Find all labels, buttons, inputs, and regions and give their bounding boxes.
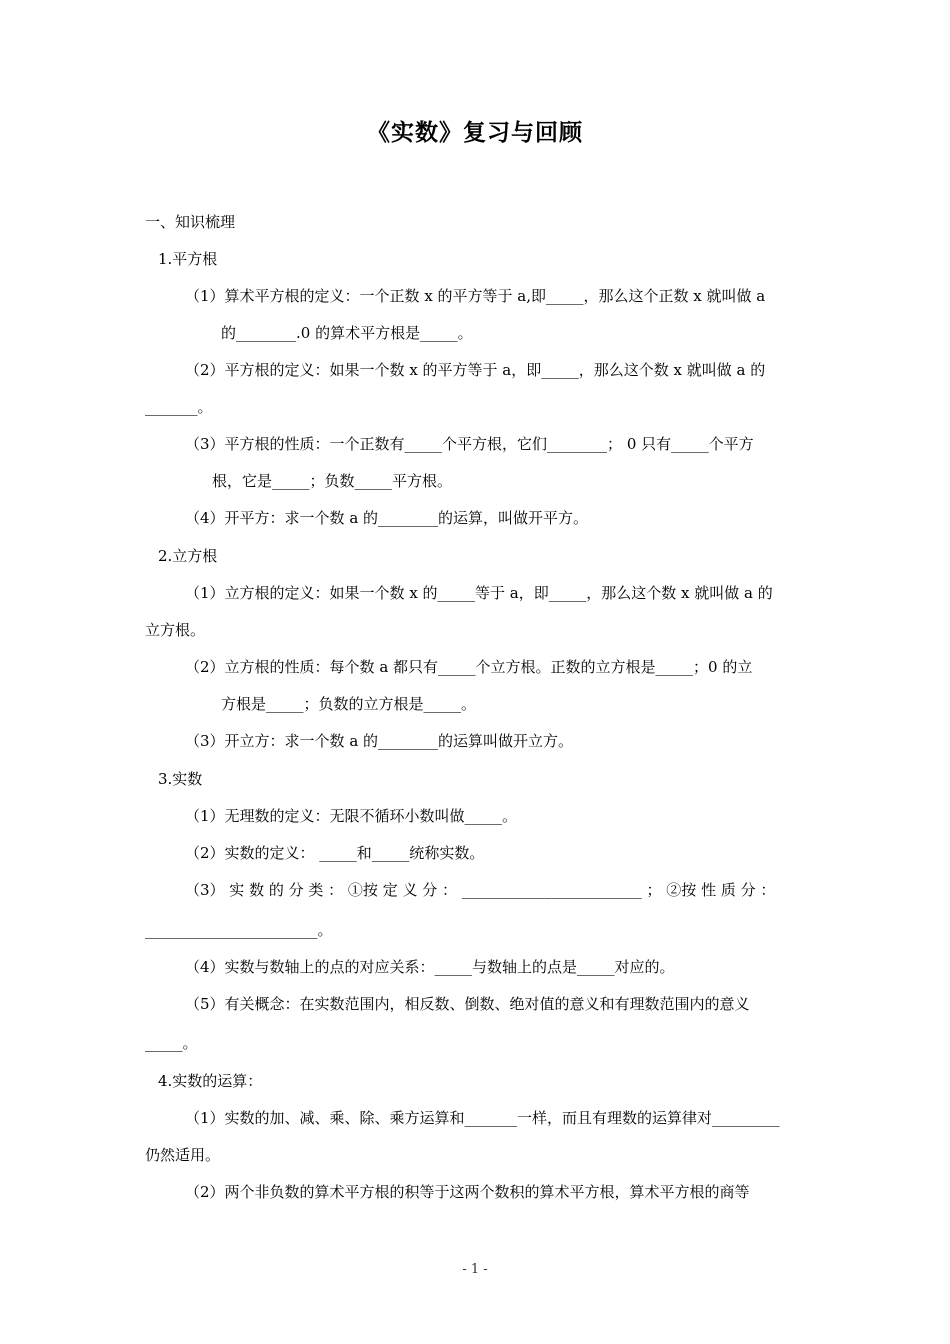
page-number: - 1 - (462, 1262, 488, 1277)
item-square-root-def: （2）平方根的定义：如果一个数 x 的平方等于 a，即_____，那么这个数 x 就叫做 a 的 (185, 361, 766, 379)
item-operations-rules-cont: 仍然适用。 (145, 1146, 221, 1164)
item-operations-rules: （1）实数的加、减、乘、除、乘方运算和_______一样，而且有理数的运算律对_________ (185, 1109, 780, 1127)
item-nonnegative-root-product: （2）两个非负数的算术平方根的积等于这两个数积的算术平方根，算术平方根的商等 (185, 1183, 750, 1201)
item-real-number-classification-cont: _______________________。 (145, 921, 333, 939)
item-square-root-properties: （3）平方根的性质：一个正数有_____个平方根，它们________； 0 只有_____个平方 (185, 435, 754, 453)
item-cube-root-properties: （2）立方根的性质：每个数 a 都只有_____个立方根。正数的立方根是_____；0 的立 (185, 658, 753, 676)
item-cube-root-operation: （3）开立方：求一个数 a 的________的运算叫做开立方。 (185, 732, 574, 750)
subsection-square-root: 1.平方根 (158, 250, 218, 268)
item-real-number-def: （2）实数的定义： _____和_____统称实数。 (185, 844, 485, 862)
item-cube-root-def: （1）立方根的定义：如果一个数 x 的_____等于 a，即_____，那么这个数 x 就叫做 a 的 (185, 584, 773, 602)
subsection-real-numbers: 3.实数 (158, 770, 203, 788)
item-square-root-operation: （4）开平方：求一个数 a 的________的运算，叫做开平方。 (185, 509, 589, 527)
item-square-root-properties-cont: 根，它是_____；负数_____平方根。 (212, 472, 453, 490)
item-related-concepts-cont: _____。 (145, 1034, 198, 1052)
item-cube-root-properties-cont: 方根是_____；负数的立方根是_____。 (221, 695, 477, 713)
item-arithmetic-square-root-def-cont: 的________.0 的算术平方根是_____。 (221, 324, 473, 342)
item-number-line-correspondence: （4）实数与数轴上的点的对应关系：_____与数轴上的点是_____对应的。 (185, 958, 675, 976)
subsection-real-operations: 4.实数的运算： (158, 1072, 263, 1090)
item-square-root-def-cont: _______。 (145, 398, 213, 416)
item-related-concepts: （5）有关概念：在实数范围内，相反数、倒数、绝对值的意义和有理数范围内的意义 (185, 995, 750, 1013)
item-real-number-classification: （3） 实 数 的 分 类 ： ①按 定 义 分 ： ________________________ ； ②按 性 质 分 ： (185, 881, 776, 899)
item-arithmetic-square-root-def: （1）算术平方根的定义：一个正数 x 的平方等于 a,即_____，那么这个正数 x 就叫做 a (185, 287, 766, 305)
section-heading-knowledge: 一、知识梳理 (145, 213, 236, 231)
subsection-cube-root: 2.立方根 (158, 547, 218, 565)
item-irrational-def: （1）无理数的定义：无限不循环小数叫做_____。 (185, 807, 518, 825)
page-title: 《实数》复习与回顾 (367, 120, 583, 146)
item-cube-root-def-cont: 立方根。 (145, 621, 206, 639)
